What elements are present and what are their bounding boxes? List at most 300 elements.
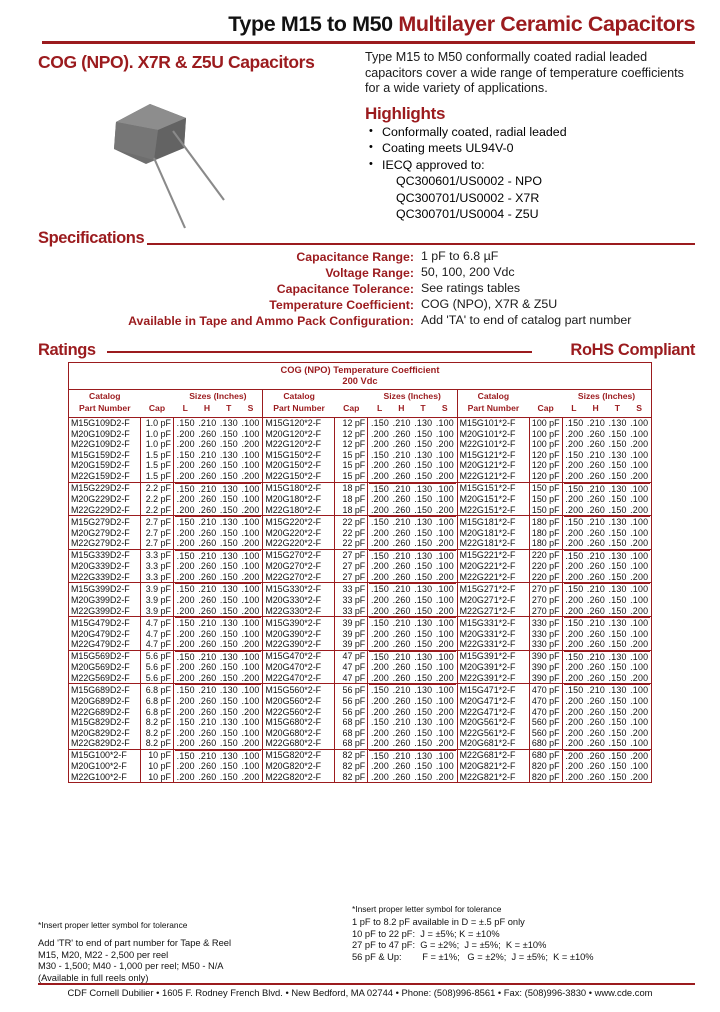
cell-dimensions <box>368 662 457 673</box>
cell-cap: 56 pF <box>335 684 368 696</box>
cell-part-number: M22G181*2-F <box>459 538 516 549</box>
cell-dimensions <box>173 494 262 505</box>
cell-dimensions <box>562 418 651 429</box>
cell-dim-value: .150 <box>565 517 584 528</box>
table-row <box>458 505 651 516</box>
cell-cap: 470 pF <box>529 707 562 718</box>
cell-dim-value: .100 <box>630 761 649 772</box>
cell-dim-value: .150 <box>608 639 627 650</box>
header-T: T <box>614 403 620 414</box>
cell-dimensions <box>173 549 262 561</box>
cell-dim-value: .150 <box>176 550 195 561</box>
cell-dim-value: .200 <box>176 561 195 572</box>
cell-dim-value: .100 <box>435 483 454 494</box>
cell-dim-value: .210 <box>198 483 217 494</box>
cell-dim-value: .260 <box>586 605 605 616</box>
spec-value: See ratings tables <box>420 281 521 295</box>
cell-dim-value: .100 <box>630 550 649 561</box>
cell-dimensions <box>173 728 262 739</box>
cell-dim-value: .260 <box>586 738 605 749</box>
cell-dimensions <box>368 528 457 539</box>
reel-note-line: M30 - 1,500; M40 - 1,000 per reel; M50 - N/A <box>38 961 224 972</box>
cell-cap: 220 pF <box>529 561 562 572</box>
cell-part-number: M15G220*2-F <box>263 516 335 528</box>
cell-dimensions <box>562 772 651 783</box>
cell-dim-value: .150 <box>608 527 627 538</box>
cell-dim-value: .130 <box>219 584 238 595</box>
cell-dim-value: .200 <box>241 605 260 616</box>
cell-cap: 120 pF <box>529 471 562 482</box>
cell-part-number: M20G221*2-F <box>459 561 516 572</box>
cell-cap: 150 pF <box>529 482 562 494</box>
cell-dim-value: .200 <box>435 706 454 717</box>
cell-dim-value: .200 <box>565 706 584 717</box>
table-row <box>263 662 456 673</box>
cell-dim-value: .130 <box>608 685 627 696</box>
cell-dim-value: .200 <box>565 771 584 782</box>
cell-part-number: M20G561*2-F <box>459 717 516 728</box>
cell-dim-value: .260 <box>392 761 411 772</box>
cell-dim-value: .150 <box>219 460 238 471</box>
cell-dim-value: .200 <box>435 738 454 749</box>
cell-dim-value: .100 <box>630 618 649 629</box>
cell-dim-value: .260 <box>586 504 605 515</box>
cell-dim-value: .260 <box>586 538 605 549</box>
cell-part-number: M20G680*2-F <box>265 727 322 738</box>
tolerance-notes <box>352 917 594 963</box>
table-row <box>458 707 651 718</box>
table-row <box>69 538 262 549</box>
cell-part-number: M22G479D2-F <box>71 639 130 650</box>
cell-dim-value: .130 <box>414 651 433 662</box>
cell-dim-value: .260 <box>392 471 411 482</box>
cell-dim-value: .100 <box>630 695 649 706</box>
cell-dim-value: .260 <box>392 771 411 782</box>
cell-dim-value: .210 <box>586 449 605 460</box>
cell-dim-value: .100 <box>630 662 649 673</box>
cell-dim-value: .150 <box>608 561 627 572</box>
table-row <box>69 482 262 494</box>
cell-dim-value: .150 <box>565 449 584 460</box>
cell-part-number: M15G221*2-F <box>458 549 530 561</box>
header-catalog: Catalog <box>283 390 315 401</box>
cell-dim-value: .200 <box>241 672 260 683</box>
cell-cap: 120 pF <box>529 460 562 471</box>
footer-divider <box>38 983 695 985</box>
cell-dimensions <box>368 717 457 728</box>
reel-note-line: Add 'TR' to end of part number for Tape & Reel <box>38 938 232 948</box>
table-row <box>458 538 651 549</box>
cell-dim-value: .200 <box>176 595 195 606</box>
cell-dimensions <box>562 528 651 539</box>
cell-dim-value: .100 <box>241 527 260 538</box>
cell-dim-value: .100 <box>241 628 260 639</box>
table-row <box>69 494 262 505</box>
table-row <box>263 561 456 572</box>
cell-part-number: M22G279D2-F <box>71 538 130 549</box>
cell-dimensions <box>368 549 457 561</box>
cell-dim-value: .260 <box>198 672 217 683</box>
cell-dim-value: .260 <box>586 471 605 482</box>
cell-dimensions <box>368 772 457 783</box>
cell-dim-value: .200 <box>565 571 584 582</box>
cell-part-number: M20G821*2-F <box>459 761 516 772</box>
cell-dim-value: .210 <box>198 418 217 429</box>
cell-dimensions <box>562 538 651 549</box>
cell-dim-value: .150 <box>219 504 238 515</box>
cell-dim-value: .150 <box>414 439 433 450</box>
cell-part-number: M20G399D2-F <box>71 595 130 606</box>
cell-dim-value: .200 <box>176 471 195 482</box>
cell-dim-value: .200 <box>370 639 390 650</box>
cell-cap: 100 pF <box>529 439 562 450</box>
cell-dim-value: .150 <box>608 761 627 772</box>
cell-cap: 39 pF <box>335 639 368 650</box>
table-row <box>263 629 456 640</box>
cell-dim-value: .150 <box>414 628 433 639</box>
cell-dim-value: .260 <box>586 761 605 772</box>
cell-dim-value: .210 <box>392 717 411 728</box>
cell-part-number: M20G100*2-F <box>71 761 127 772</box>
cell-dimensions <box>562 728 651 739</box>
specifications-table <box>38 248 698 328</box>
cell-dim-value: .200 <box>370 561 390 572</box>
cell-part-number: M20G120*2-F <box>265 428 322 439</box>
cell-dim-value: .130 <box>414 584 433 595</box>
cell-dim-value: .200 <box>435 471 454 482</box>
cell-part-number: M15G181*2-F <box>458 516 530 528</box>
cell-cap: 8.2 pF <box>141 738 174 749</box>
cell-cap: 10 pF <box>141 761 174 772</box>
cell-dim-value: .100 <box>630 561 649 572</box>
table-row <box>458 450 651 461</box>
cell-dim-value: .200 <box>176 439 195 450</box>
cell-part-number: M20G681*2-F <box>459 738 516 749</box>
cell-cap: 100 pF <box>529 429 562 440</box>
cell-dim-value: .150 <box>219 571 238 582</box>
cell-dim-value: .210 <box>198 618 217 629</box>
cell-cap: 2.7 pF <box>141 516 174 528</box>
cell-part-number: M22G681*2-F <box>458 749 530 761</box>
cell-dim-value: .260 <box>198 428 217 439</box>
header-T: T <box>420 403 426 414</box>
cell-cap: 270 pF <box>529 595 562 606</box>
cell-part-number: M22G470*2-F <box>265 672 322 683</box>
cell-cap: 22 pF <box>335 528 368 539</box>
cell-dim-value: .200 <box>370 428 390 439</box>
highlight-label: Conformally coated, radial leaded <box>382 125 567 139</box>
header-T: T <box>226 403 232 414</box>
cell-dim-value: .200 <box>176 761 195 772</box>
cell-dim-value: .260 <box>198 662 217 673</box>
cell-dim-value: .150 <box>565 483 584 494</box>
cell-dimensions <box>368 418 457 429</box>
table-row <box>263 572 456 583</box>
cell-part-number: M22G560*2-F <box>265 706 322 717</box>
cell-dimensions <box>562 505 651 516</box>
cell-dimensions <box>562 606 651 617</box>
cell-cap: 5.6 pF <box>141 662 174 673</box>
cell-part-number: M22G109D2-F <box>71 439 130 450</box>
table-row <box>263 639 456 650</box>
cell-dim-value: .200 <box>565 527 584 538</box>
cell-dim-value: .100 <box>241 460 260 471</box>
cell-dimensions <box>562 650 651 662</box>
cell-dim-value: .100 <box>630 717 649 728</box>
cell-dimensions <box>173 629 262 640</box>
cell-dim-value: .100 <box>241 550 260 561</box>
cell-dimensions <box>562 549 651 561</box>
cell-dim-value: .200 <box>565 761 584 772</box>
cell-dim-value: .150 <box>565 651 584 662</box>
cell-part-number: M22G391*2-F <box>459 672 516 683</box>
cell-dim-value: .150 <box>608 750 627 761</box>
cell-dim-value: .130 <box>414 517 433 528</box>
cell-dim-value: .200 <box>176 571 195 582</box>
cell-dimensions <box>368 505 457 516</box>
cell-dimensions <box>562 629 651 640</box>
cell-dim-value: .260 <box>392 628 411 639</box>
cell-dim-value: .130 <box>219 685 238 696</box>
cell-part-number: M20G180*2-F <box>265 494 322 505</box>
cell-dim-value: .150 <box>370 449 390 460</box>
cell-dim-value: .260 <box>586 561 605 572</box>
cell-dim-value: .150 <box>414 605 433 616</box>
cell-dimensions <box>368 639 457 650</box>
header-S: S <box>636 403 642 414</box>
ratings-columns <box>69 390 651 783</box>
table-row <box>38 264 698 280</box>
cell-dim-value: .150 <box>608 494 627 505</box>
cell-cap: 82 pF <box>335 772 368 783</box>
cell-cap: 6.8 pF <box>141 684 174 696</box>
cell-part-number: M15G121*2-F <box>459 449 516 460</box>
cell-dim-value: .100 <box>241 595 260 606</box>
cell-dimensions <box>368 516 457 528</box>
table-row <box>458 572 651 583</box>
cell-cap: 2.2 pF <box>141 505 174 516</box>
table-row <box>458 696 651 707</box>
cell-dim-value: .210 <box>586 651 605 662</box>
cell-dimensions <box>562 429 651 440</box>
cell-dim-value: .260 <box>586 494 605 505</box>
cell-dimensions <box>368 650 457 662</box>
cell-dimensions <box>173 761 262 772</box>
cell-dim-value: .150 <box>414 639 433 650</box>
subtitle: COG (NPO). X7R & Z5U Capacitors <box>38 52 315 72</box>
cell-dim-value: .130 <box>608 517 627 528</box>
cell-dim-value: .200 <box>176 727 195 738</box>
table-row <box>263 617 456 629</box>
cell-dim-value: .150 <box>176 449 195 460</box>
cell-dim-value: .150 <box>219 672 238 683</box>
cell-dimensions <box>173 505 262 516</box>
table-row <box>69 717 262 728</box>
tolerance-note-right: *Insert proper letter symbol for tolerance <box>352 904 502 914</box>
tolerance-line: 1 pF to 8.2 pF available in D = ±.5 pF only <box>352 917 525 927</box>
cell-part-number: M20G471*2-F <box>459 695 516 706</box>
cell-part-number: M15G470*2-F <box>263 650 335 662</box>
cell-dim-value: .150 <box>414 428 433 439</box>
table-row <box>69 629 262 640</box>
cell-dim-value: .200 <box>565 695 584 706</box>
cell-dim-value: .150 <box>414 771 433 782</box>
cell-dimensions <box>368 561 457 572</box>
cell-dim-value: .100 <box>435 418 454 429</box>
cell-part-number: M15G390*2-F <box>263 617 335 629</box>
cell-cap: 330 pF <box>529 617 562 629</box>
header-cap: Cap <box>148 403 166 414</box>
table-row <box>69 749 262 761</box>
cell-part-number: M22G331*2-F <box>459 639 516 650</box>
cell-dim-value: .200 <box>370 738 390 749</box>
capacitor-photo <box>110 100 280 235</box>
tolerance-line: 10 pF to 22 pF: J = ±5%; K = ±10% <box>352 928 500 939</box>
cell-dim-value: .130 <box>219 517 238 528</box>
cell-dim-value: .150 <box>414 538 433 549</box>
ratings-table <box>68 362 652 783</box>
cell-cap: 39 pF <box>335 629 368 640</box>
cell-dim-value: .260 <box>198 695 217 706</box>
cell-dimensions <box>368 761 457 772</box>
cell-cap: 56 pF <box>335 707 368 718</box>
header-cap: Cap <box>343 403 360 414</box>
cell-dim-value: .200 <box>435 672 454 683</box>
cell-dim-value: .260 <box>586 571 605 582</box>
cell-dim-value: .130 <box>608 449 627 460</box>
cell-part-number: M20G820*2-F <box>265 761 322 772</box>
cell-dim-value: .200 <box>370 672 390 683</box>
cell-dim-value: .100 <box>435 750 454 761</box>
cell-dimensions <box>562 662 651 673</box>
cell-cap: 180 pF <box>529 538 562 549</box>
cell-dimensions <box>368 471 457 482</box>
cell-part-number: M22G151*2-F <box>459 504 516 515</box>
cell-dim-value: .130 <box>414 618 433 629</box>
cell-dim-value: .260 <box>198 771 217 782</box>
table-row <box>69 650 262 662</box>
cell-dim-value: .260 <box>392 460 411 471</box>
cell-part-number: M15G680*2-F <box>265 717 322 728</box>
table-row <box>69 662 262 673</box>
cell-dim-value: .200 <box>176 538 195 549</box>
cell-dim-value: .100 <box>435 685 454 696</box>
cell-cap: 150 pF <box>529 505 562 516</box>
cell-part-number: M22G829D2-F <box>71 738 130 749</box>
cell-dim-value: .100 <box>241 618 260 629</box>
table-row <box>263 684 456 696</box>
cell-cap: 180 pF <box>529 516 562 528</box>
cell-dim-value: .260 <box>586 771 605 782</box>
header-sizes: Sizes (Inches) <box>383 390 441 401</box>
cell-dimensions <box>173 673 262 684</box>
table-row <box>38 296 698 312</box>
cell-dim-value: .200 <box>370 571 390 582</box>
table-row <box>69 728 262 739</box>
cell-dim-value: .150 <box>219 527 238 538</box>
cell-dimensions <box>368 696 457 707</box>
cell-dim-value: .200 <box>435 504 454 515</box>
cell-dim-value: .150 <box>414 727 433 738</box>
cell-dimensions <box>368 460 457 471</box>
cell-dim-value: .260 <box>392 662 411 673</box>
cell-dim-value: .260 <box>392 727 411 738</box>
cell-dimensions <box>173 749 262 761</box>
cell-part-number: M20G181*2-F <box>459 527 516 538</box>
cell-dimensions <box>368 583 457 595</box>
table-row <box>458 561 651 572</box>
cell-dim-value: .200 <box>565 460 584 471</box>
cell-dim-value: .150 <box>414 706 433 717</box>
cell-dim-value: .150 <box>608 706 627 717</box>
cell-dim-value: .200 <box>435 605 454 616</box>
table-title-line1: COG (NPO) Temperature Coefficient <box>280 365 440 375</box>
cell-dim-value: .200 <box>176 494 195 505</box>
cell-dimensions <box>562 516 651 528</box>
table-row <box>69 738 262 749</box>
cell-dim-value: .200 <box>565 738 584 749</box>
cell-part-number: M22G270*2-F <box>265 571 322 582</box>
cell-dim-value: .150 <box>176 618 195 629</box>
column-header <box>69 390 262 419</box>
cell-dim-value: .150 <box>608 571 627 582</box>
ratings-divider <box>107 351 532 353</box>
page-title <box>40 12 695 37</box>
page-title-type: Type M15 to M50 <box>228 12 393 36</box>
cell-dim-value: .150 <box>219 428 238 439</box>
cell-dim-value: .100 <box>241 695 260 706</box>
table-row <box>263 494 456 505</box>
bullet-icon: • <box>369 125 373 137</box>
cell-dimensions <box>173 696 262 707</box>
cell-dimensions <box>173 538 262 549</box>
cell-dim-value: .100 <box>630 483 649 494</box>
table-row <box>263 749 456 761</box>
cell-dim-value: .260 <box>586 672 605 683</box>
list-item <box>365 157 695 173</box>
cell-dimensions <box>173 418 262 429</box>
tolerance-line: 56 pF & Up: F = ±1%; G = ±2%; J = ±5%; K = ±10% <box>352 951 594 962</box>
list-item <box>365 140 695 156</box>
tolerance-note-left: *Insert proper letter symbol for tolerance <box>38 920 188 930</box>
cell-cap: 5.6 pF <box>141 650 174 662</box>
cell-dim-value: .100 <box>435 460 454 471</box>
table-row <box>69 549 262 561</box>
table-row <box>458 460 651 471</box>
table-row <box>263 595 456 606</box>
ratings-column-1 <box>69 390 262 783</box>
header-H: H <box>398 403 405 414</box>
cell-dimensions <box>562 572 651 583</box>
cell-dim-value: .100 <box>435 595 454 606</box>
cell-dim-value: .150 <box>219 605 238 616</box>
cell-dim-value: .150 <box>176 584 195 595</box>
header-catalog: Catalog <box>477 390 510 401</box>
cell-cap: 180 pF <box>529 528 562 539</box>
cell-cap: 33 pF <box>335 606 368 617</box>
table-row <box>263 717 456 728</box>
table-row <box>458 418 651 429</box>
table-row <box>458 761 651 772</box>
reel-note-line: M15, M20, M22 - 2,500 per reel <box>38 949 169 960</box>
cell-part-number: M20G279D2-F <box>71 527 130 538</box>
spec-value: 1 pF to 6.8 µF <box>420 249 499 263</box>
cell-cap: 68 pF <box>335 738 368 749</box>
cell-dim-value: .130 <box>219 618 238 629</box>
cell-dim-value: .150 <box>608 662 627 673</box>
cell-dim-value: .150 <box>219 727 238 738</box>
cell-cap: 220 pF <box>529 572 562 583</box>
